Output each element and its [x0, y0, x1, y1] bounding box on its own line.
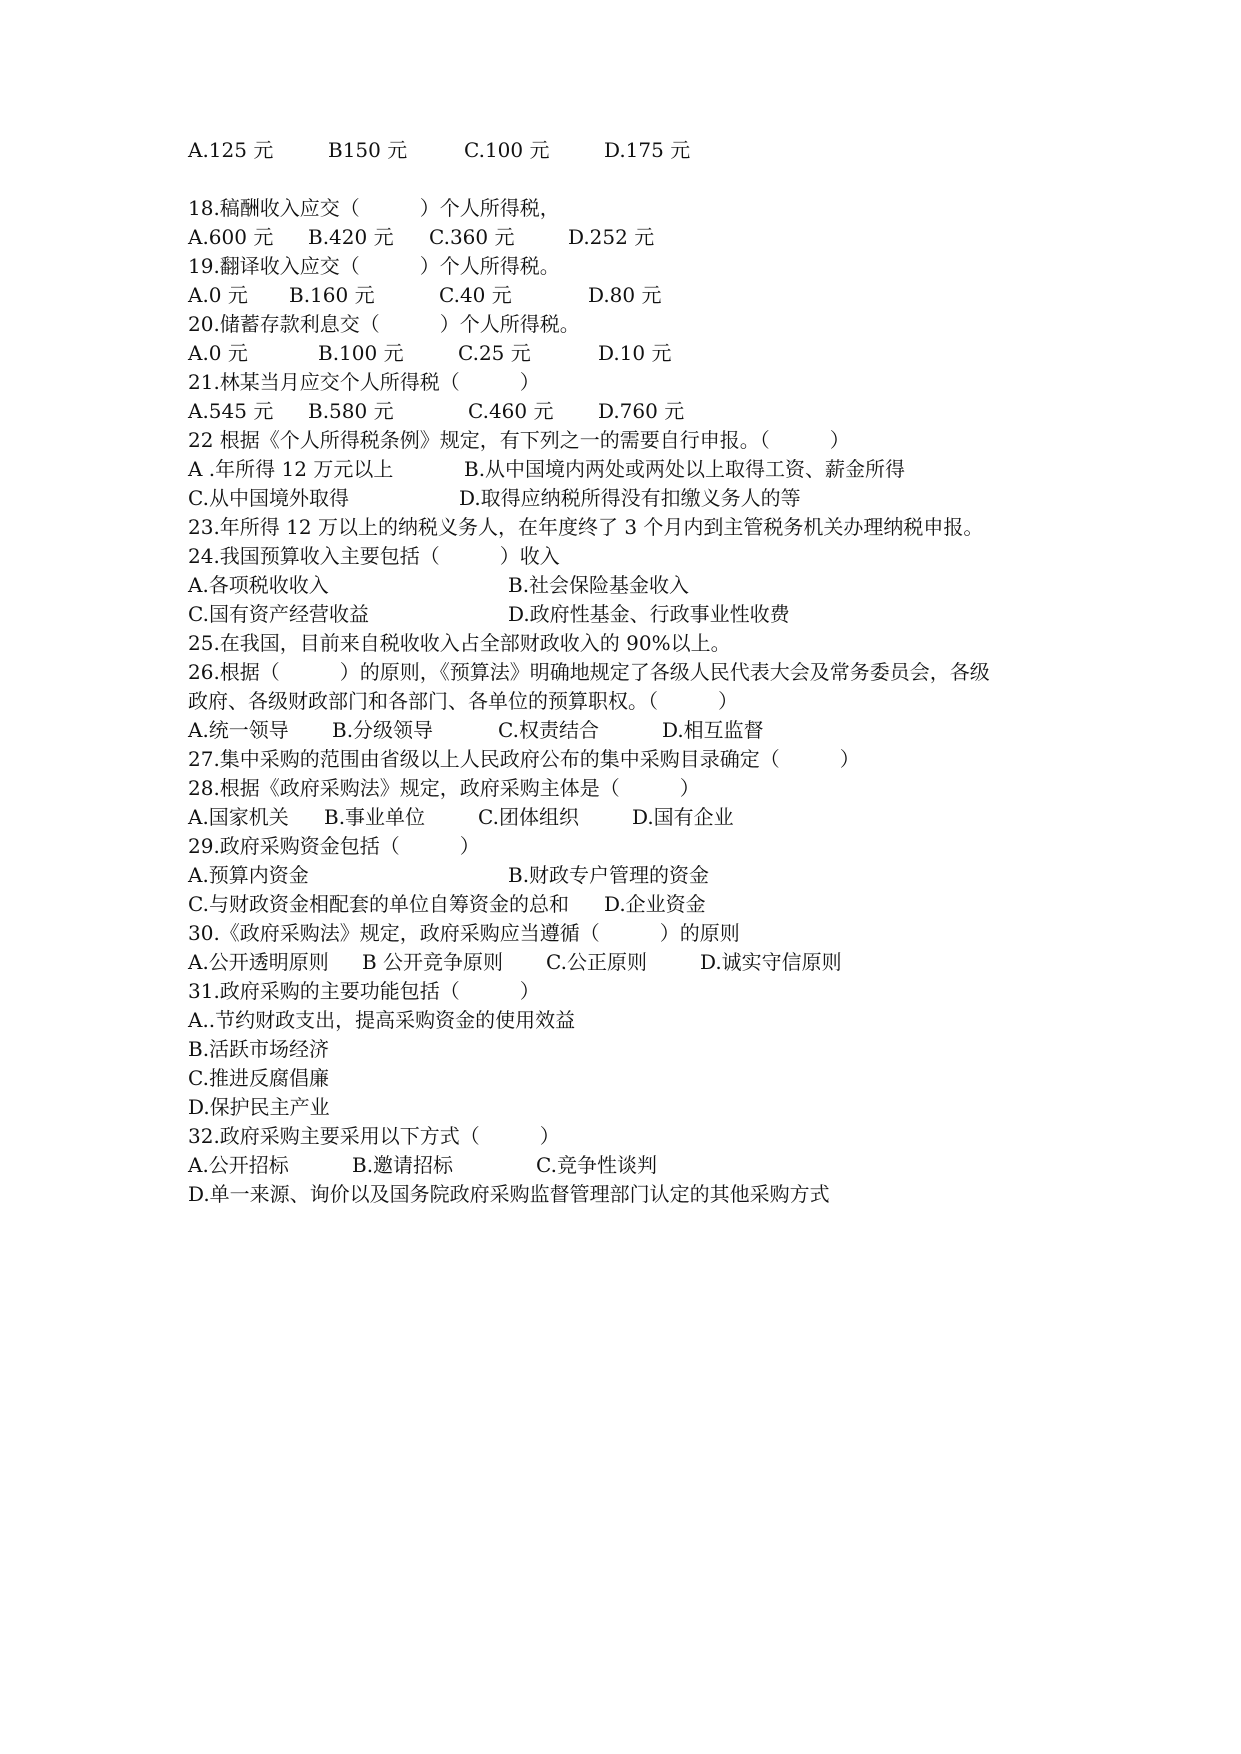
question-18: 18.稿酬收入应交（ ）个人所得税， [188, 196, 560, 220]
option-d: D.保护民主产业 [188, 1095, 330, 1119]
question-20: 20.储蓄存款利息交（ ）个人所得税。 [188, 312, 580, 336]
question-31: 31.政府采购的主要功能包括（ ） [188, 979, 540, 1003]
option-d: D.单一来源、询价以及国务院政府采购监督管理部门认定的其他采购方式 [188, 1182, 830, 1206]
question-30: 30.《政府采购法》规定，政府采购应当遵循（ ）的原则 [188, 921, 740, 945]
option-b: B.160 元 [289, 283, 375, 307]
question-26: 26.根据（ ）的原则，《预算法》明确地规定了各级人民代表大会及常务委员会，各级 [188, 660, 990, 684]
option-d: D.252 元 [568, 225, 655, 249]
option-b: B.分级领导 [332, 718, 434, 742]
option-a: A.预算内资金 [188, 863, 309, 887]
option-c: C.国有资产经营收益 [188, 602, 369, 626]
option-d: D.企业资金 [604, 892, 706, 916]
option-d: D.国有企业 [632, 805, 734, 829]
option-c: C.460 元 [468, 399, 554, 423]
statement-27: 27.集中采购的范围由省级以上人民政府公布的集中采购目录确定（ ） [188, 747, 860, 771]
option-b: B.580 元 [308, 399, 394, 423]
option-a: A.国家机关 [188, 805, 289, 829]
option-a: A.0 元 [188, 341, 248, 365]
option-b: B.100 元 [318, 341, 404, 365]
statement-25: 25.在我国，目前来自税收收入占全部财政收入的 90%以上。 [188, 631, 731, 655]
option-d: D.10 元 [598, 341, 672, 365]
question-21: 21.林某当月应交个人所得税（ ） [188, 370, 540, 394]
option-c: C.与财政资金相配套的单位自筹资金的总和 [188, 892, 569, 916]
option-c: C.推进反腐倡廉 [188, 1066, 329, 1090]
question-24: 24.我国预算收入主要包括（ ）收入 [188, 544, 560, 568]
option-c: C.团体组织 [478, 805, 579, 829]
option-c: C.25 元 [458, 341, 531, 365]
option-d: D.175 元 [604, 138, 691, 162]
question-26-continued: 政府、各级财政部门和各部门、各单位的预算职权。（ ） [188, 689, 738, 713]
option-b: B.420 元 [308, 225, 394, 249]
statement-23: 23.年所得 12 万以上的纳税义务人，在年度终了 3 个月内到主管税务机关办理纳税申报。 [188, 515, 984, 539]
question-29: 29.政府采购资金包括（ ） [188, 834, 480, 858]
option-c: C.360 元 [429, 225, 515, 249]
option-b: B.财政专户管理的资金 [508, 863, 710, 887]
option-d: D.760 元 [598, 399, 685, 423]
option-b: B.事业单位 [324, 805, 426, 829]
question-19: 19.翻译收入应交（ ）个人所得税。 [188, 254, 560, 278]
option-a: A.600 元 [188, 225, 274, 249]
option-d: D.政府性基金、行政事业性收费 [508, 602, 790, 626]
option-a: A.125 元 [188, 138, 274, 162]
option-a: A..节约财政支出，提高采购资金的使用效益 [188, 1008, 576, 1032]
option-d: D.80 元 [588, 283, 662, 307]
option-c: C.权责结合 [498, 718, 599, 742]
option-c: C.100 元 [464, 138, 550, 162]
option-a: A.公开透明原则 [188, 950, 329, 974]
option-a: A.545 元 [188, 399, 274, 423]
option-a: A.0 元 [188, 283, 248, 307]
option-d: D.取得应纳税所得没有扣缴义务人的等 [459, 486, 801, 510]
option-a: A.统一领导 [188, 718, 289, 742]
option-c: C.公正原则 [546, 950, 647, 974]
option-c: C.40 元 [439, 283, 512, 307]
option-a: A.公开招标 [188, 1153, 289, 1177]
option-b: B150 元 [328, 138, 408, 162]
option-b: B 公开竞争原则 [362, 950, 504, 974]
option-b: B.社会保险基金收入 [508, 573, 690, 597]
question-32: 32.政府采购主要采用以下方式（ ） [188, 1124, 560, 1148]
option-b: B.活跃市场经济 [188, 1037, 330, 1061]
option-a: A.各项税收收入 [188, 573, 329, 597]
option-b: B.邀请招标 [352, 1153, 454, 1177]
option-c: C.竞争性谈判 [536, 1153, 657, 1177]
option-a: A .年所得 12 万元以上 [188, 457, 394, 481]
option-d: D.诚实守信原则 [700, 950, 842, 974]
question-28: 28.根据《政府采购法》规定，政府采购主体是（ ） [188, 776, 700, 800]
option-b: B.从中国境内两处或两处以上取得工资、薪金所得 [464, 457, 906, 481]
option-c: C.从中国境外取得 [188, 486, 349, 510]
question-22: 22 根据《个人所得税条例》规定，有下列之一的需要自行申报。（ ） [188, 428, 850, 452]
option-d: D.相互监督 [662, 718, 764, 742]
